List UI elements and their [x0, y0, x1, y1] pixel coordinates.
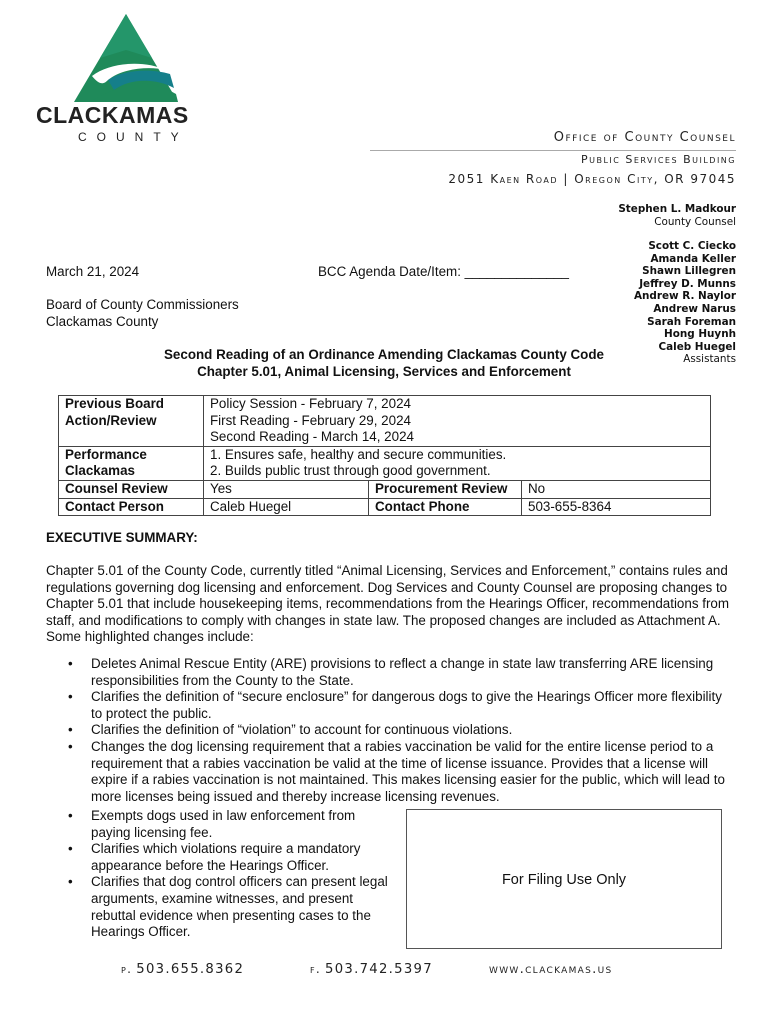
assistant-name: Andrew Narus — [653, 302, 736, 315]
logo-wordmark: CLACKAMAS — [36, 102, 189, 128]
previous-review-item: Second Reading - March 14, 2024 — [210, 429, 414, 445]
executive-summary-heading: EXECUTIVE SUMMARY: — [46, 530, 198, 545]
previous-review-value — [204, 396, 711, 447]
table-row — [59, 480, 711, 498]
assistant-name: Shawn Lillegren — [642, 265, 736, 278]
procurement-review-label: Procurement Review — [369, 480, 522, 498]
county-counsel-block — [618, 203, 736, 228]
contact-person-value: Caleb Huegel — [204, 498, 369, 516]
filing-use-box — [406, 809, 722, 949]
assistants-title: Assistants — [683, 353, 736, 366]
changes-list — [46, 656, 736, 805]
procurement-review-value: No — [522, 480, 711, 498]
previous-review-label: Previous Board Action/Review — [59, 396, 204, 447]
office-address: 2051 Kaen Road | Oregon City, OR 97045 — [448, 172, 736, 186]
list-item: • Clarifies the definition of “violation” to account for continuous violations. — [46, 722, 736, 739]
subject-line: Chapter 5.01, Animal Licensing, Services and Enforcement — [197, 363, 571, 379]
logo-subtitle: COUNTY — [78, 130, 189, 144]
assistant-name: Sarah Foreman — [647, 315, 736, 328]
counsel-name: Stephen L. Madkour — [618, 203, 736, 215]
header-divider — [370, 150, 736, 151]
phone-number: 503.655.8362 — [136, 962, 245, 977]
summary-intro-paragraph: Chapter 5.01 of the County Code, currently titled “Animal Licensing, Services and Enforcement,” contains rules and regulations governing dog licensing and enforcement. Dog Services and County Counsel are proposing changes to Chapter 5.01 that include housekeeping items, recommendations from the Hearings Officer, recommendations from staff, and modifications to comply with changes in state law. The proposed changes are included as Attachment A. Some highlighted changes include: — [46, 563, 730, 645]
contact-phone-value: 503-655-8364 — [522, 498, 711, 516]
clackamas-county-logo-icon — [70, 14, 182, 104]
list-item: • Clarifies that dog control officers can present legal arguments, examine witnesses, and present rebuttal evidence when presenting cases to the Hearings Officer. — [46, 874, 396, 940]
memo-subject — [46, 347, 722, 380]
list-item: • Clarifies the definition of “secure enclosure” for dangerous dogs to give the Hearings Officer more flexibility to protect the public. — [46, 689, 736, 722]
previous-review-item: First Reading - February 29, 2024 — [210, 412, 411, 428]
recipient-line: Board of County Commissioners — [46, 297, 239, 312]
bcc-agenda-item: BCC Agenda Date/Item: ______________ — [318, 264, 569, 279]
fax-prefix: f. — [310, 962, 322, 976]
previous-review-item: Policy Session - February 7, 2024 — [210, 396, 411, 411]
changes-list-continued — [46, 808, 396, 941]
board-info-table — [58, 395, 711, 516]
phone-prefix: p. — [121, 962, 133, 976]
performance-item: 1. Ensures safe, healthy and secure communities. — [210, 446, 507, 462]
table-row — [59, 396, 711, 447]
contact-person-label: Contact Person — [59, 498, 204, 516]
performance-value — [204, 446, 711, 480]
list-item: • Exempts dogs used in law enforcement from paying licensing fee. — [46, 808, 396, 841]
footer-phone — [121, 962, 244, 977]
office-title: Office of County Counsel — [553, 130, 736, 145]
list-item: • Deletes Animal Rescue Entity (ARE) provisions to reflect a change in state law transferring ARE licensing responsibilities from the County to the State. — [46, 656, 736, 689]
performance-item: 2. Builds public trust through good government. — [210, 463, 491, 479]
performance-label: Performance Clackamas — [59, 446, 204, 480]
counsel-review-value: Yes — [204, 480, 369, 498]
counsel-review-label: Counsel Review — [59, 480, 204, 498]
assistant-name: Hong Huynh — [664, 328, 736, 341]
footer-website-link[interactable]: www.clackamas.us — [489, 962, 613, 977]
assistant-name: Amanda Keller — [650, 252, 736, 265]
memo-date: March 21, 2024 — [46, 264, 140, 279]
assistant-name: Jeffrey D. Munns — [639, 277, 736, 290]
table-row — [59, 446, 711, 480]
subject-line: Second Reading of an Ordinance Amending Clackamas County Code — [164, 347, 604, 362]
counsel-title: County Counsel — [654, 215, 736, 228]
assistant-name: Caleb Huegel — [658, 340, 736, 353]
list-item: • Changes the dog licensing requirement that a rabies vaccination be valid for the entire license period to a requirement that a rabies vaccination be valid at the time of license issuance. Provides that a license will expire if a rabies vaccination is not maintained. This makes licensing easier for the public, which will lead to more licenses being issued and thereby increase licensing revenues. — [46, 739, 736, 805]
filing-use-label: For Filing Use Only — [501, 872, 627, 888]
contact-phone-label: Contact Phone — [369, 498, 522, 516]
office-building: Public Services Building — [580, 153, 736, 166]
footer-fax — [310, 962, 433, 977]
table-row — [59, 498, 711, 516]
assistant-name: Andrew R. Naylor — [633, 290, 736, 303]
assistant-name: Scott C. Ciecko — [648, 240, 736, 252]
recipient-line: Clackamas County — [46, 313, 159, 329]
list-item: • Clarifies which violations require a mandatory appearance before the Hearings Officer. — [46, 841, 396, 874]
fax-number: 503.742.5397 — [325, 962, 433, 977]
recipient-block — [46, 297, 239, 330]
